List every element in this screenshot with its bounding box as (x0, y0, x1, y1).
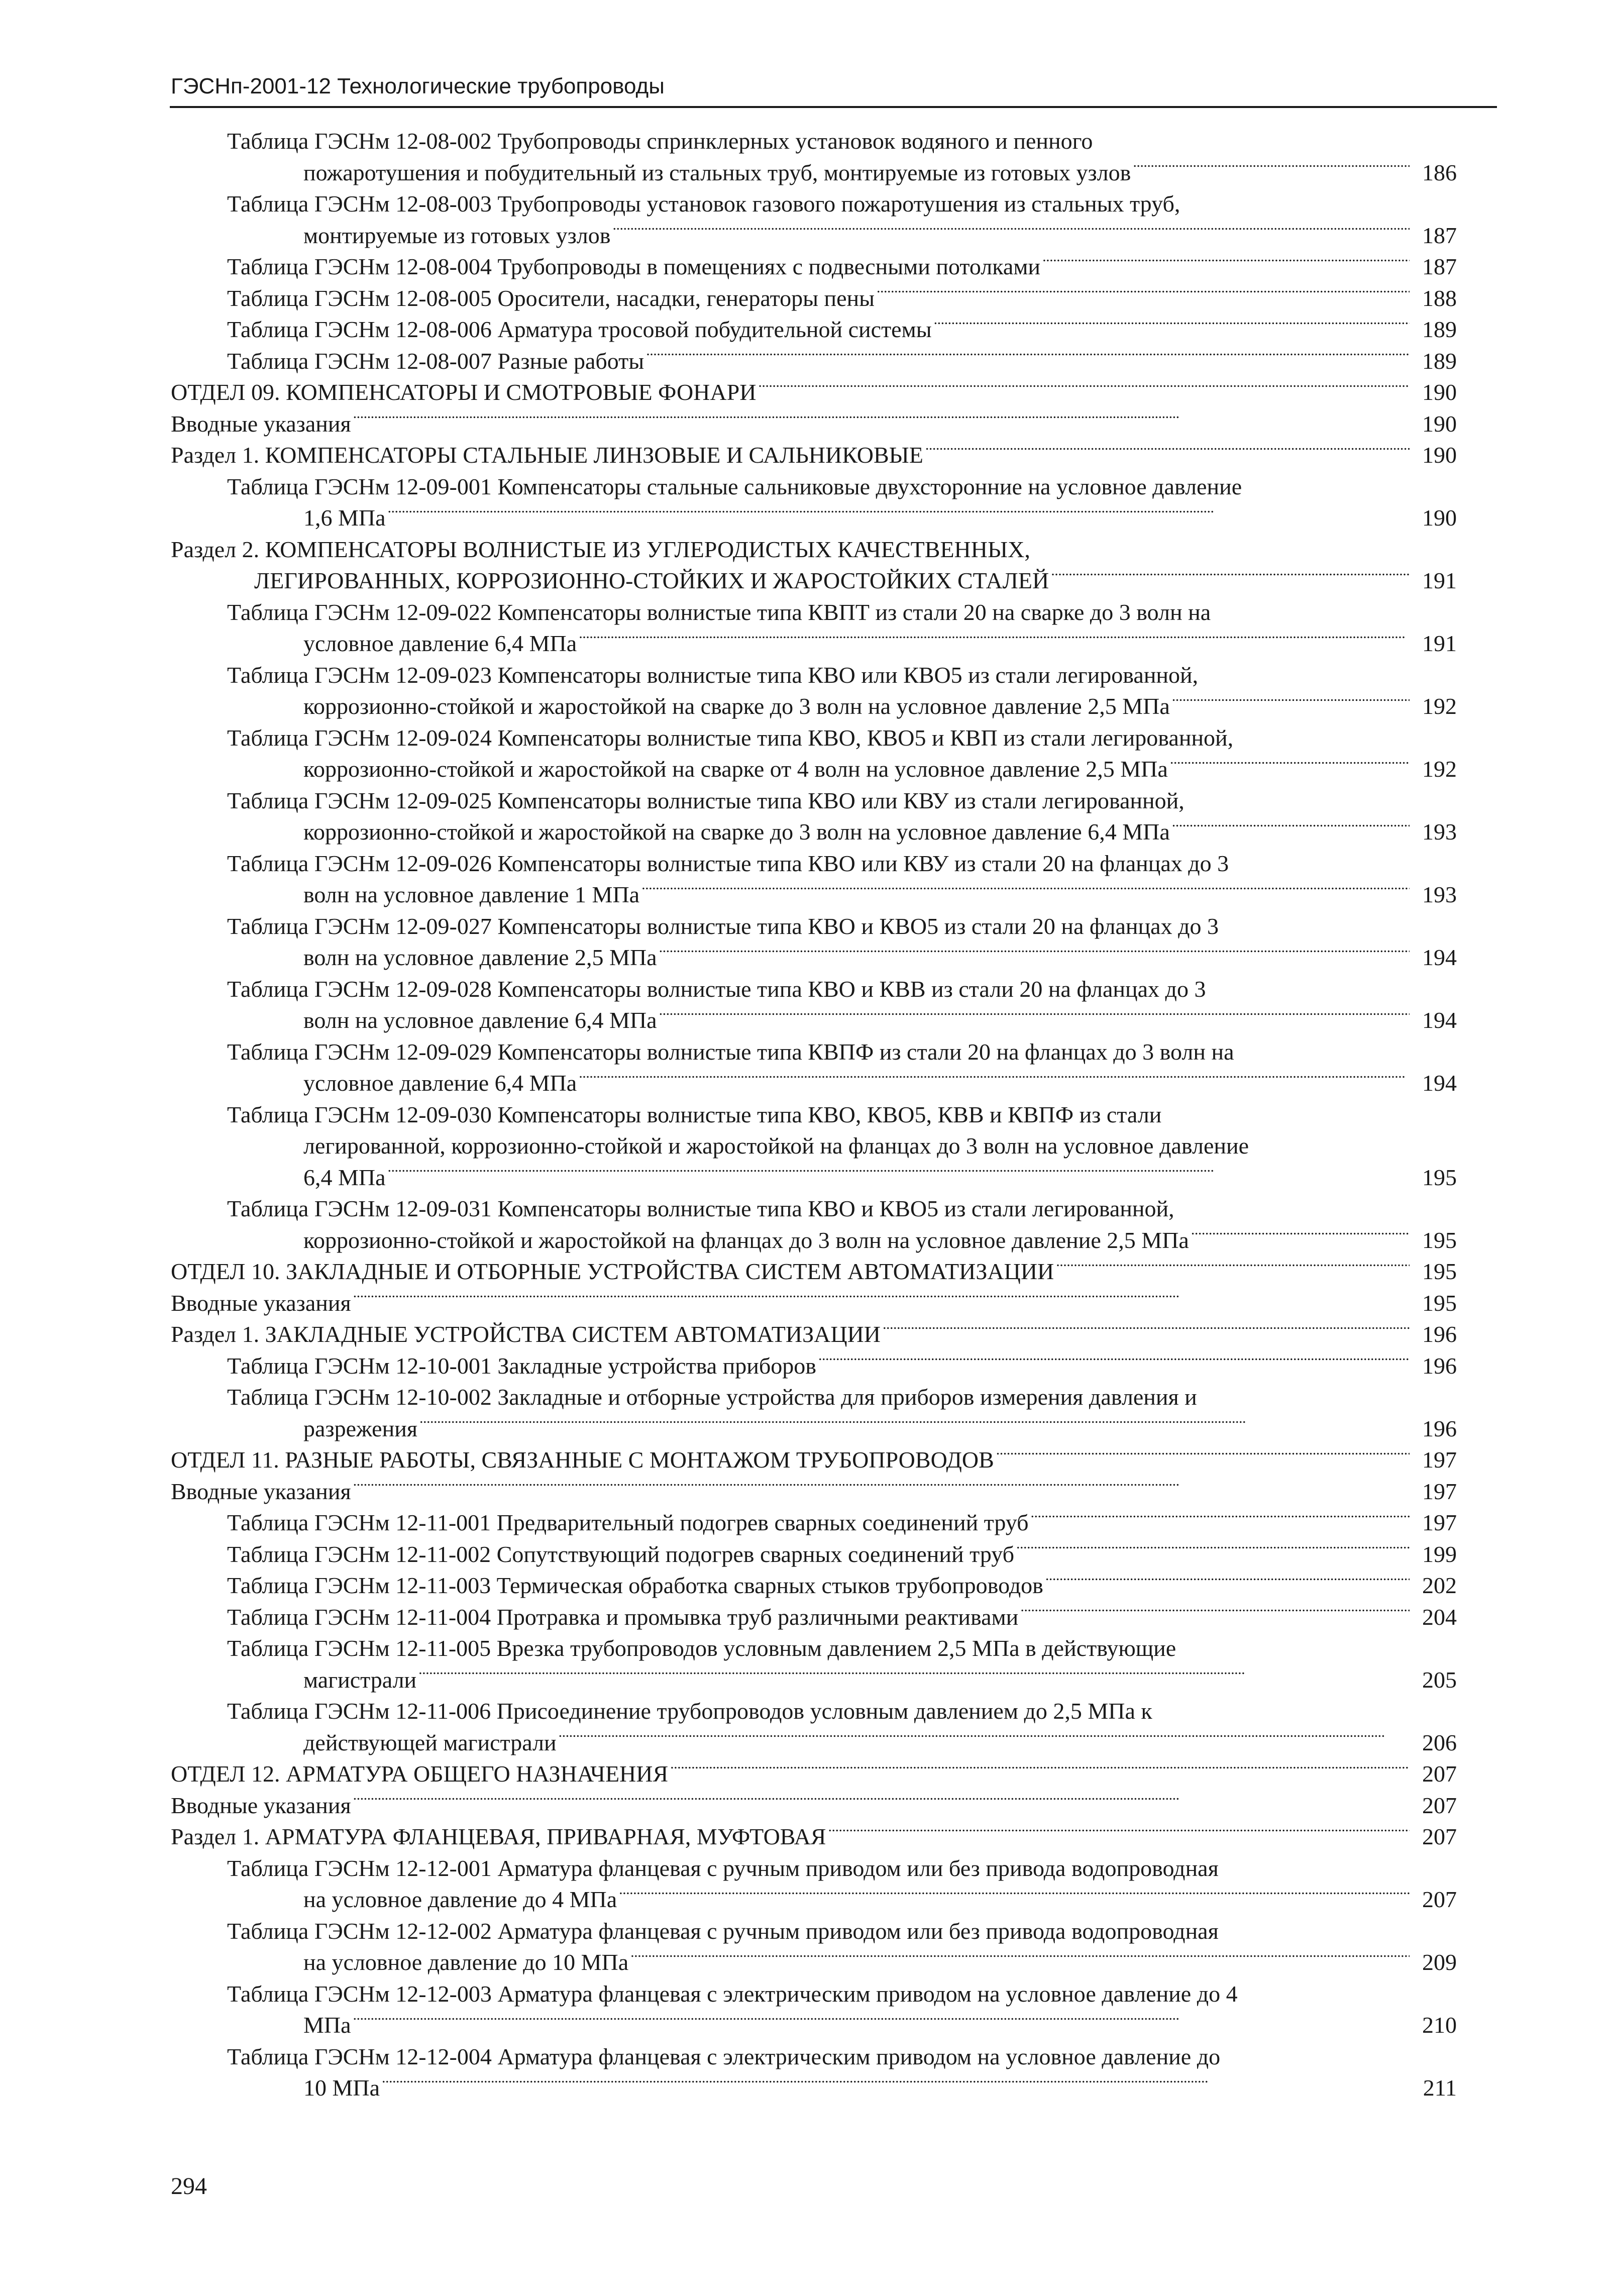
dot-leader (1191, 1225, 1410, 1248)
toc-entry (171, 974, 1457, 1036)
toc-page-number: 191 (1422, 568, 1457, 593)
toc-entry-text: Таблица ГЭСНм 12-09-024 Компенсаторы волнистые типа КВО, КВО5 и КВП из стали легированной, (227, 724, 1234, 751)
toc-entry (171, 283, 1457, 315)
toc-page-number: 211 (1423, 2075, 1457, 2101)
toc-entry-text: действующей магистрали (303, 1729, 557, 1755)
dot-leader (1042, 251, 1410, 274)
toc-page-number: 196 (1422, 1415, 1457, 1441)
toc-entry-text: Таблица ГЭСНм 12-08-004 Трубопроводы в помещениях с подвесными потолками (227, 254, 1041, 279)
toc-entry (171, 1853, 1457, 1916)
toc-entry-text: Раздел 2. КОМПЕНСАТОРЫ ВОЛНИСТЫЕ ИЗ УГЛЕРОДИСТЫХ КАЧЕСТВЕННЫХ, (171, 536, 1030, 562)
dot-leader (670, 1758, 1410, 1782)
toc-entry (171, 534, 1457, 597)
toc-entry (171, 1602, 1457, 1633)
toc-entry-text: Таблица ГЭСНм 12-11-002 Сопутствующий подогрев сварных соединений труб (227, 1541, 1015, 1567)
toc-entry-text: Таблица ГЭСНм 12-09-031 Компенсаторы волнистые типа КВО и КВО5 из стали легированной, (227, 1196, 1174, 1221)
toc-page-number: 209 (1422, 1949, 1457, 1975)
toc-page-number: 191 (1422, 631, 1457, 656)
toc-entry-text: ОТДЕЛ 10. ЗАКЛАДНЫЕ И ОТБОРНЫЕ УСТРОЙСТВА СИСТЕМ АВТОМАТИЗАЦИИ (171, 1259, 1054, 1284)
dot-leader (353, 1790, 1410, 1813)
toc-entry (171, 1821, 1457, 1853)
toc-page-number: 187 (1422, 222, 1457, 248)
toc-page-number: 207 (1422, 1887, 1457, 1912)
toc-entry-text: Таблица ГЭСНм 12-09-022 Компенсаторы волнистые типа КВПТ из стали 20 на сварке до 3 волн на (227, 599, 1211, 625)
toc-entry-text: Таблица ГЭСНм 12-08-003 Трубопроводы установок газового пожаротушения из стальных труб, (227, 191, 1180, 217)
toc-page-number: 195 (1422, 1259, 1457, 1284)
toc-page-number: 190 (1422, 379, 1457, 405)
dot-leader (818, 1350, 1410, 1374)
toc-entry (171, 1476, 1457, 1508)
toc-page-number: 190 (1422, 442, 1457, 468)
toc-page-number: 192 (1422, 693, 1457, 719)
dot-leader (619, 1884, 1410, 1907)
toc-entry-text: условное давление 6,4 МПа (303, 631, 577, 656)
dot-leader (1170, 754, 1410, 777)
table-of-contents (171, 126, 1457, 2104)
toc-entry (171, 1539, 1457, 1571)
toc-entry-text: коррозионно-стойкой и жаростойкой на фланцах до 3 волн на условное давление 2,5 МПа (303, 1227, 1189, 1253)
toc-page-number: 202 (1422, 1573, 1457, 1598)
toc-entry-text: ОТДЕЛ 12. АРМАТУРА ОБЩЕГО НАЗНАЧЕНИЯ (171, 1761, 669, 1787)
toc-entry-text: пожаротушения и побудительный из стальных труб, монтируемые из готовых узлов (303, 159, 1131, 185)
dot-leader (1031, 1507, 1410, 1530)
toc-entry-text: Таблица ГЭСНм 12-09-028 Компенсаторы волнистые типа КВО и КВВ из стали 20 на фланцах до 3 (227, 976, 1206, 1002)
toc-entry (171, 1696, 1457, 1758)
toc-page-number: 196 (1422, 1352, 1457, 1379)
dot-leader (1045, 1570, 1410, 1593)
toc-entry-text: Таблица ГЭСНм 12-09-023 Компенсаторы волнистые типа КВО или КВО5 из стали легированной, (227, 662, 1199, 688)
dot-leader (646, 346, 1410, 369)
dot-leader (353, 1288, 1410, 1311)
toc-entry-text: Вводные указания (171, 410, 351, 437)
toc-entry-text: Таблица ГЭСНм 12-08-007 Разные работы (227, 348, 644, 374)
toc-entry-text: на условное давление до 10 МПа (303, 1949, 629, 1975)
toc-entry (171, 251, 1457, 283)
toc-entry-text: Вводные указания (171, 1290, 351, 1316)
toc-entry (171, 785, 1457, 848)
toc-entry-text: Таблица ГЭСНм 12-11-006 Присоединение трубопроводов условным давлением до 2,5 МПа к (227, 1698, 1152, 1724)
toc-entry-text: коррозионно-стойкой и жаростойкой на сварке до 3 волн на условное давление 6,4 МПа (303, 819, 1170, 845)
toc-entry (171, 408, 1457, 440)
toc-entry-text: 6,4 МПа (303, 1164, 386, 1190)
toc-page-number: 195 (1422, 1227, 1457, 1253)
toc-entry-text: ЛЕГИРОВАННЫХ, КОРРОЗИОННО-СТОЙКИХ И ЖАРОСТОЙКИХ СТАЛЕЙ (254, 568, 1049, 593)
toc-entry (171, 911, 1457, 974)
toc-page-number: 196 (1422, 1321, 1457, 1347)
toc-entry-text: коррозионно-стойкой и жаростойкой на сварке до 3 волн на условное давление 2,5 МПа (303, 693, 1170, 719)
toc-entry-text: Таблица ГЭСНм 12-08-005 Оросители, насадки, генераторы пены (227, 285, 875, 311)
dot-leader (659, 1005, 1410, 1028)
toc-entry-text: Таблица ГЭСНм 12-12-004 Арматура фланцевая с электрическим приводом на условное давление до (227, 2043, 1221, 2069)
toc-entry (171, 1382, 1457, 1444)
dot-leader (659, 942, 1410, 965)
toc-page-number: 188 (1422, 285, 1457, 311)
toc-page-number: 207 (1422, 1792, 1457, 1818)
dot-leader (641, 879, 1410, 902)
toc-entry-text: Раздел 1. АРМАТУРА ФЛАНЦЕВАЯ, ПРИВАРНАЯ, МУФТОВАЯ (171, 1824, 826, 1849)
toc-entry (171, 2041, 1457, 2104)
toc-page-number: 193 (1422, 819, 1457, 845)
toc-entry-text: Таблица ГЭСНм 12-11-001 Предварительный подогрев сварных соединений труб (227, 1510, 1029, 1535)
toc-entry (171, 1790, 1457, 1822)
toc-entry-text: Таблица ГЭСНм 12-10-001 Закладные устройства приборов (227, 1352, 816, 1379)
toc-entry (171, 1507, 1457, 1539)
toc-entry-text: волн на условное давление 6,4 МПа (303, 1007, 657, 1033)
toc-entry-text: Раздел 1. ЗАКЛАДНЫЕ УСТРОЙСТВА СИСТЕМ АВТОМАТИЗАЦИИ (171, 1321, 881, 1347)
toc-page-number: 195 (1422, 1290, 1457, 1316)
toc-page-number: 197 (1422, 1447, 1457, 1473)
toc-entry-text: 10 МПа (303, 2075, 380, 2101)
toc-page-number: 207 (1422, 1761, 1457, 1787)
toc-entry-text: Таблица ГЭСНм 12-08-002 Трубопроводы спринклерных установок водяного и пенного (227, 128, 1093, 154)
dot-leader (579, 628, 1410, 651)
header-divider (170, 106, 1497, 108)
dot-leader (1172, 691, 1410, 714)
toc-page-number: 194 (1422, 1070, 1457, 1096)
toc-entry-text: Таблица ГЭСНм 12-11-005 Врезка трубопроводов условным давлением 2,5 МПа в действующие (227, 1635, 1176, 1661)
toc-page-number: 187 (1422, 254, 1457, 279)
toc-entry-text: Таблица ГЭСНм 12-09-029 Компенсаторы волнистые типа КВПФ из стали 20 на фланцах до 3 волн на (227, 1038, 1234, 1065)
dot-leader (630, 1947, 1410, 1970)
toc-entry (171, 660, 1457, 722)
dot-leader (353, 2010, 1410, 2033)
toc-entry (171, 1633, 1457, 1696)
toc-entry-text: Таблица ГЭСНм 12-09-001 Компенсаторы стальные сальниковые двухсторонние на условное давление (227, 473, 1242, 499)
toc-entry (171, 1099, 1457, 1194)
dot-leader (418, 1664, 1410, 1688)
toc-entry-text: Таблица ГЭСНм 12-11-003 Термическая обработка сварных стыков трубопроводов (227, 1573, 1043, 1598)
toc-entry-text: условное давление 6,4 МПа (303, 1070, 577, 1096)
toc-page-number: 192 (1422, 756, 1457, 782)
toc-entry-text: Таблица ГЭСНм 12-09-030 Компенсаторы волнистые типа КВО, КВО5, КВВ и КВПФ из стали (227, 1101, 1162, 1127)
toc-page-number: 186 (1422, 159, 1457, 185)
dot-leader (388, 502, 1410, 526)
toc-entry-text: Таблица ГЭСНм 12-09-027 Компенсаторы волнистые типа КВО и КВО5 из стали 20 на фланцах до 3 (227, 913, 1219, 939)
toc-entry-text: монтируемые из готовых узлов (303, 222, 611, 248)
dot-leader (1172, 816, 1410, 840)
dot-leader (925, 440, 1410, 463)
toc-page-number: 207 (1422, 1824, 1457, 1849)
toc-page-number: 197 (1422, 1510, 1457, 1535)
toc-page-number: 190 (1422, 505, 1457, 531)
toc-entry-text: Раздел 1. КОМПЕНСАТОРЫ СТАЛЬНЫЕ ЛИНЗОВЫЕ И САЛЬНИКОВЫЕ (171, 442, 923, 468)
toc-entry-text: магистрали (303, 1666, 417, 1693)
toc-entry (171, 1288, 1457, 1319)
toc-entry (171, 1916, 1457, 1978)
running-header-title: ГЭСНп-2001-12 Технологические трубопроводы (171, 74, 665, 98)
toc-entry (171, 1319, 1457, 1350)
toc-entry-text: коррозионно-стойкой и жаростойкой на сварке от 4 волн на условное давление 2,5 МПа (303, 756, 1168, 782)
toc-page-number: 204 (1422, 1604, 1457, 1630)
dot-leader (1133, 157, 1410, 180)
dot-leader (579, 1068, 1410, 1091)
toc-entry-text: Таблица ГЭСНм 12-09-026 Компенсаторы волнистые типа КВО или КВУ из стали 20 на фланцах до 3 (227, 850, 1229, 876)
toc-entry (171, 188, 1457, 251)
dot-leader (353, 408, 1410, 432)
toc-entry (171, 597, 1457, 660)
toc-page-number: 197 (1422, 1478, 1457, 1504)
toc-entry (171, 1036, 1457, 1099)
toc-entry-text: волн на условное давление 1 МПа (303, 882, 640, 907)
toc-entry (171, 314, 1457, 346)
dot-leader (883, 1319, 1410, 1342)
toc-page-number: 189 (1422, 317, 1457, 342)
page-number: 294 (171, 2173, 207, 2200)
dot-leader (877, 283, 1410, 306)
toc-entry (171, 1256, 1457, 1288)
toc-page-number: 194 (1422, 945, 1457, 970)
toc-page-number: 189 (1422, 348, 1457, 374)
dot-leader (1020, 1602, 1410, 1625)
toc-entry (171, 1193, 1457, 1256)
toc-entry-text: Вводные указания (171, 1478, 351, 1504)
toc-entry-text: ОТДЕЛ 09. КОМПЕНСАТОРЫ И СМОТРОВЫЕ ФОНАРИ (171, 379, 757, 405)
dot-leader (996, 1444, 1410, 1468)
toc-entry (171, 126, 1457, 188)
toc-page-number: 195 (1422, 1164, 1457, 1190)
toc-page-number: 206 (1422, 1729, 1457, 1755)
toc-entry-text: Вводные указания (171, 1792, 351, 1818)
toc-entry (171, 471, 1457, 534)
dot-leader (1051, 565, 1410, 588)
toc-entry (171, 1444, 1457, 1476)
toc-entry-text: легированной, коррозионно-стойкой и жаростойкой на фланцах до 3 волн на условное давление (303, 1133, 1249, 1159)
toc-entry-text: Таблица ГЭСНм 12-12-003 Арматура фланцевая с электрическим приводом на условное давление до 4 (227, 1980, 1238, 2007)
toc-entry-text: Таблица ГЭСНм 12-12-001 Арматура фланцевая с ручным приводом или без привода водопроводная (227, 1855, 1219, 1881)
toc-entry-text: на условное давление до 4 МПа (303, 1887, 617, 1912)
dot-leader (559, 1727, 1410, 1750)
toc-entry-text: 1,6 МПа (303, 505, 386, 531)
dot-leader (758, 377, 1410, 400)
toc-entry (171, 1758, 1457, 1790)
toc-entry-text: МПа (303, 2012, 351, 2038)
toc-page-number: 199 (1422, 1541, 1457, 1567)
dot-leader (934, 314, 1410, 337)
toc-entry-text: Таблица ГЭСНм 12-12-002 Арматура фланцевая с ручным приводом или без привода водопроводная (227, 1918, 1219, 1944)
toc-entry (171, 1350, 1457, 1382)
dot-leader (1056, 1256, 1410, 1279)
dot-leader (828, 1821, 1410, 1844)
toc-entry-text: ОТДЕЛ 11. РАЗНЫЕ РАБОТЫ, СВЯЗАННЫЕ С МОНТАЖОМ ТРУБОПРОВОДОВ (171, 1447, 994, 1473)
toc-page-number: 193 (1422, 882, 1457, 907)
dot-leader (388, 1162, 1410, 1185)
dot-leader (612, 220, 1410, 243)
dot-leader (419, 1413, 1410, 1436)
toc-entry-text: Таблица ГЭСНм 12-09-025 Компенсаторы волнистые типа КВО или КВУ из стали легированной, (227, 787, 1185, 813)
toc-entry (171, 440, 1457, 471)
toc-entry-text: Таблица ГЭСНм 12-08-006 Арматура тросовой побудительной системы (227, 317, 932, 342)
dot-leader (353, 1476, 1410, 1499)
toc-entry (171, 377, 1457, 408)
toc-entry-text: волн на условное давление 2,5 МПа (303, 945, 657, 970)
dot-leader (382, 2072, 1410, 2096)
dot-leader (1016, 1539, 1410, 1562)
toc-page-number: 205 (1422, 1666, 1457, 1693)
toc-entry (171, 346, 1457, 377)
toc-entry (171, 1978, 1457, 2041)
toc-entry (171, 1570, 1457, 1602)
toc-entry-text: разрежения (303, 1415, 417, 1441)
toc-entry (171, 722, 1457, 785)
toc-page-number: 210 (1422, 2012, 1457, 2038)
toc-page-number: 194 (1422, 1007, 1457, 1033)
toc-entry-text: Таблица ГЭСНм 12-10-002 Закладные и отборные устройства для приборов измерения давления и (227, 1384, 1197, 1410)
toc-entry (171, 848, 1457, 911)
toc-page-number: 190 (1422, 410, 1457, 437)
toc-entry-text: Таблица ГЭСНм 12-11-004 Протравка и промывка труб различными реактивами (227, 1604, 1019, 1630)
